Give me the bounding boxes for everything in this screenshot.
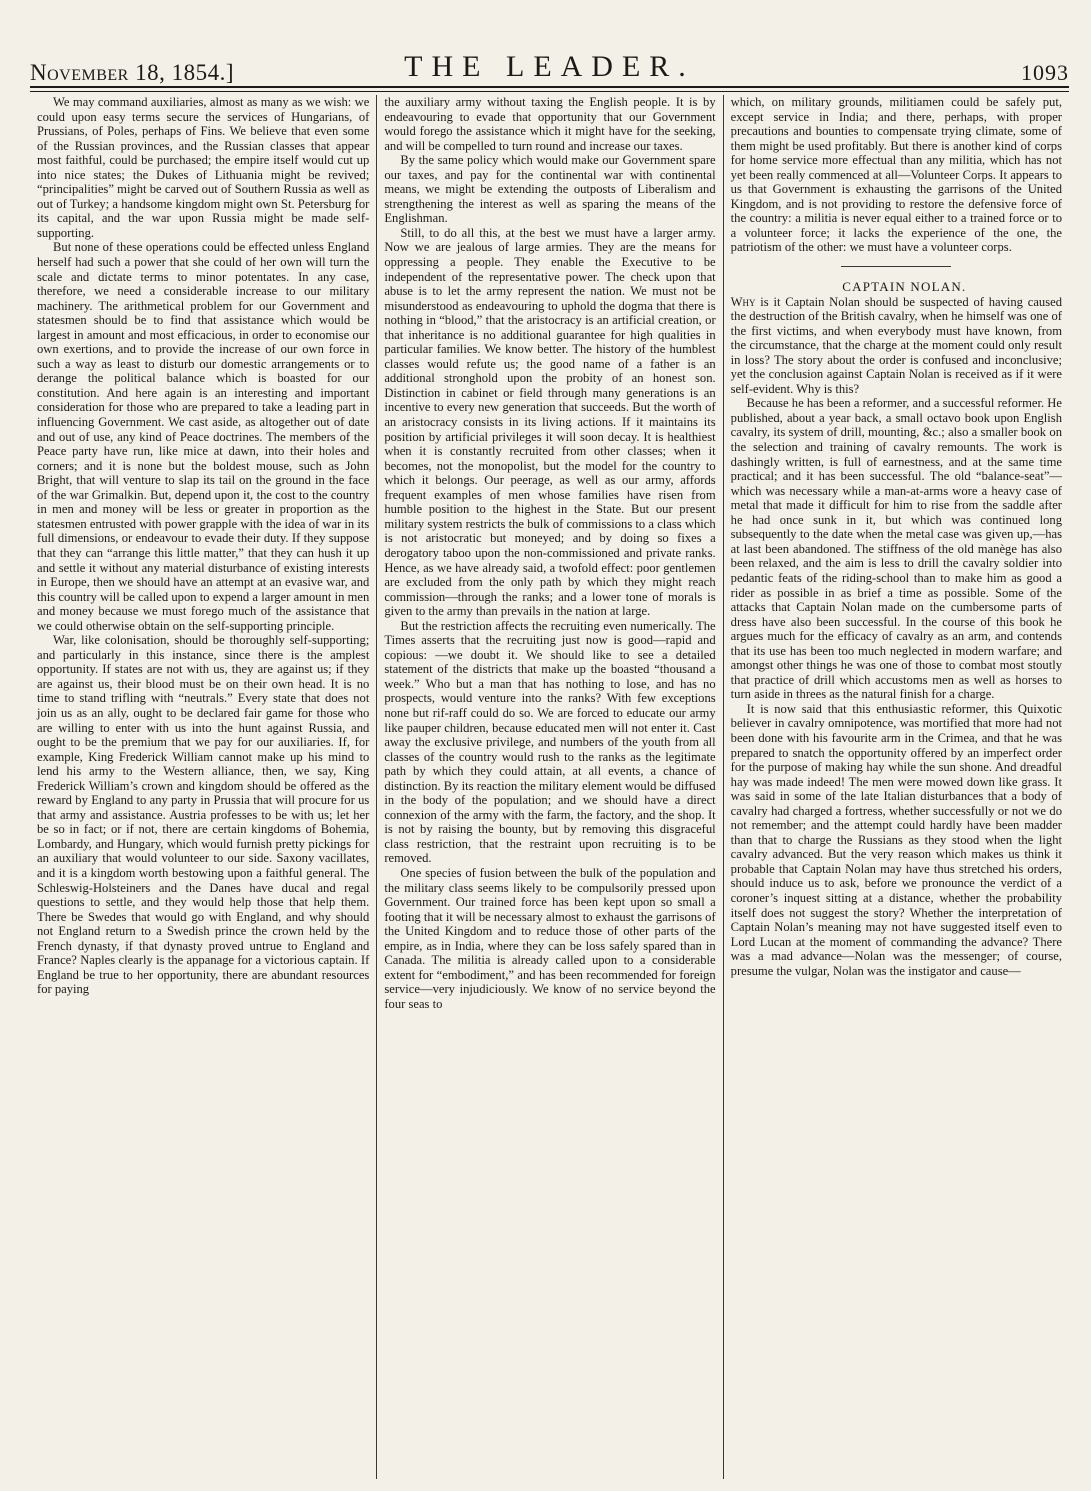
masthead-rule-thin [30, 91, 1069, 92]
masthead-rule [30, 86, 1069, 88]
article-heading: CAPTAIN NOLAN. [842, 279, 967, 295]
page-number: 1093 [1021, 60, 1069, 85]
newspaper-title: THE LEADER. [404, 50, 695, 83]
paragraph: One species of fusion between the bulk of the population and the military class seems likely to be compulsorily pressed upon Government. Our trained force has been kept upon so small a footing that it will be necessary almost to exhaust the garrisons of the United Kingdom and to reduce those of other parts of the empire, as in India, where they can be loss safely spared than in Canada. The militia is already called upon to a considerable extent for “embodiment,” and has been recommended for foreign service—very injudiciously. We know of no service beyond the four seas to [384, 865, 716, 1011]
text-columns [30, 95, 1069, 1479]
paragraph: War, like colonisation, should be thoroughly self-supporting; and particularly in this instance, since there is the amplest opportunity. If states are not with us, they are against us; if they are against us, their blood must be on their own head. It is no time to stand trifling with “neutrals.” Every state that does not join us as an ally, ought to be declared fair game for those who are willing to enter with us into the hunt against Russia, and ought to be the premium that we pay for our auxiliaries. If, for example, King Frederick William cannot make up his mind to lend his army to the Western alliance, then, we say, King Frederick William’s crown and kingdom should be offered as the reward by England to any party in Prussia that will procure for us that army and assistance. Austria professes to be with us; let her be so in fact; or if not, there are certain kingdoms of Bohemia, Lombardy, and Hungary, which would furnish pretty pickings for an auxiliary that would volunteer to our side. Saxony vacillates, and it is a kingdom worth bestowing upon a faithful general. The Schleswig-Holsteiners and the Danes have ducal and regal questions to settle, and they would help those that help them. There be Swedes that would go with England, and why should not England return to a Swedish prince the crown held by the French dynasty, if that dynasty proved untrue to England and France? Naples clearly is the appanage for a victorious captain. If England be true to her opportunity, there are abundant resources for paying [37, 633, 370, 997]
paragraph: But none of these operations could be effected unless England herself had such a power that she could of her own will turn the scale and dictate terms to minor potentates. In any case, therefore, we need a considerable increase to our military machinery. The arithmetical problem for our Government and statesmen should be to find that assistance which would be largest in amount and most efficacious, in order to economise our own exertions, and to provide the increase of our own force in such a way as least to disturb our domestic arrangements or to derange the political balance which is boasted for our constitution. And here again is an interesting and important consideration for those who are prepared to take a leading part in influencing Government. We cast aside, as altogether out of date and out of use, any kind of Peace doctrines. The members of the Peace party have run, like mice at dawn, into their holes and corners; and it is none but the boldest mouse, such as John Bright, that will venture to slap its tail on the ground in the face of the war Grimalkin. But, depend upon it, the cost to the country in men and money will be less or greater in proportion as the statesmen entrusted with power grapple with the idea of war in its full dimensions, or endeavour to evade their duty. If they suppose that they can “arrange this little matter,” that they can hush it up and settle it without any material disturbance of existing interests in Europe, then we should have an attempt at an evasive war, and this country will be called upon to expend a larger amount in men and money because we must forego much of the assistance that we could otherwise obtain on the self-supporting principle. [37, 240, 370, 633]
column-3 [723, 95, 1069, 1479]
paragraph: It is now said that this enthusiastic reformer, this Quixotic believer in cavalry omnipotence, was mortified that more had not been done with his favourite arm in the Crimea, and that he was prepared to snatch the opportunity offered by an imperfect order for the purpose of making hay while the sun shone. And dreadful hay was made indeed! The men were mowed down like grass. It was said in some of the late Italian disturbances that a body of cavalry had charged a fortress, whether successfully or not we do not remember; and the attempt could hardly have been madder than that to charge the Russians as they stood when the light cavalry advanced. But the very reason which makes us think it probable that Captain Nolan may have thus stretched his orders, should induce us to ask, before we pronounce the verdict of a coroner’s inquest sitting at a distance, whether the probability itself does not suggest the story? Whether the interpretation of Captain Nolan’s meaning may not have suggested itself even to Lord Lucan at the moment of commanding the advance? There was a mad advance—Nolan was the messenger; of course, presume the vulgar, Nolan was the instigator and cause— [730, 701, 1062, 978]
section-divider [841, 266, 951, 267]
masthead [30, 42, 1069, 86]
paragraph: which, on military grounds, militiamen could be safely put, except service in India; and there, perhaps, with proper precautions and bounties to compensate trying climate, some of them might be used profitably. But there is another kind of corps for home service more effectual than any militia, which has not yet been really commenced at all—Volunteer Corps. It appears to us that Government is exhausting the garrisons of the United Kingdom, and is not providing to restore the defensive force of the country: a militia is never equal either to a trained force or to a volunteer force; it lacks the experience of the one, the patriotism of the other: we must have a volunteer corps. [730, 95, 1062, 255]
paragraph: the auxiliary army without taxing the English people. It is by endeavouring to evade that opportunity that our Government would forego the assistance which it might have for the seeking, and will be compelled to turn round and increase our taxes. [384, 95, 716, 153]
paragraph: We may command auxiliaries, almost as many as we wish: we could upon easy terms secure the services of Hungarians, of Prussians, of Poles, perhaps of Fins. We believe that even some of the Russian provinces, and the Russian classes that appear most faithful, could be purchased; the empire itself would cut up into nice states; the Dukes of Lithuania might be revived; “principalities” might be carved out of Southern Russia as well as out of Turkey; a handsome kingdom might own St. Petersburg for its capital, and the war upon Russia might be made self-supporting. [37, 95, 370, 240]
lead-text: is it Captain Nolan should be suspected of having caused the destruction of the British cavalry, when he himself was one of the first victims, and when everybody must have known, from the circumstance, that the charge at the moment could only result in loss? The story about the order is confused and inconclusive; yet the conclusion against Captain Nolan is received as if it were self-evident. Why is this? [730, 294, 1062, 396]
column-2 [376, 95, 722, 1479]
paragraph: Because he has been a reformer, and a successful reformer. He published, about a year back, a small octavo book upon English cavalry, its system of drill, mounting, &c.; also a smaller book on the selection and training of cavalry remounts. The work is dashingly written, is full of earnestness, and at the same time practical; and it has been successful. The old “balance-seat”—which was necessary while a man-at-arms wore a heavy case of metal that made it difficult for him to rise from the saddle after he had once sunk in it, but which was continued long subsequently to the date when the metal case was given up,—has at last been abandoned. The stiffness of the old manège has also been relaxed, and the aim is less to drill the cavalry soldier into pedantic feats of the riding-school than to make him as good a rider as possible in as brief a time as possible. Some of the attacks that Captain Nolan made on the cumbersome parts of dress have also been successful. In the course of this book he argues much for the efficacy of cavalry as an arm, and contends that its use has been too much neglected in modern warfare; and amongst other things he was one of those to combat most stoutly that practice of drill which accustoms men as well as horses to turn aside in threes as the natural finish for a charge. [730, 396, 1062, 702]
lead-word: Why [730, 294, 756, 309]
issue-date: November 18, 1854.] [30, 60, 234, 85]
paragraph: But the restriction affects the recruiting even numerically. The Times asserts that the recruiting just now is good—rapid and copious: —we doubt it. We should like to see a detailed statement of the districts that make up the boasted “thousand a week.” Who but a man that has nothing to lose, and has no prospects, would venture into the ranks? With few exceptions none but rif-raff could do so. We are forced to educate our army like pauper children, because educated men will not enter it. Cast away the exclusive privilege, and numbers of the youth from all classes of the country would rush to the ranks as the legitimate path by which they could attain, at all events, a chance of distinction. By its reaction the military element would be diffused in the body of the population; and we should have a direct connexion of the army with the farm, the factory, and the shop. It is not by raising the bounty, but by removing this disgraceful class restriction, that the restraint upon recruiting is to be removed. [384, 618, 716, 866]
paragraph: By the same policy which would make our Government spare our taxes, and pay for the continental war with continental means, we might be extending the outposts of Liberalism and strengthening the interest as well as sparing the means of the Englishman. [384, 153, 716, 226]
column-1 [30, 95, 376, 1479]
article-lead-paragraph [731, 295, 1062, 397]
paragraph: Still, to do all this, at the best we must have a larger army. Now we are jealous of large armies. They are the means for oppressing a people. They enable the Executive to be independent of the representative power. The check upon that abuse is to let the army represent the nation. We must not be misunderstood as endeavouring to uphold the dogma that there is nothing in “blood,” that the aristocracy is an artificial creation, or that inheritance is no additional guarantee for high qualities in particular families. We know better. The history of the humblest classes would refute us; the good name of a father is an additional stronghold upon the probity of an honest son. Distinction in cabinet or field through many generations is an incentive to every new generation that succeeds. But the worth of an aristocracy consists in its living actions. If it maintains its position by artificial privileges it will soon decay. It is healthiest when it is constantly recruited from other classes; when it becomes, not the monopolist, but the model for the country to which it belongs. Our peerage, as well as our army, affords frequent examples of men whose families have risen from humble position to the highest in the State. But our present military system restricts the bulk of commissions to a class which is not aristocratic but moneyed; and by doing so fixes a derogatory taboo upon the non-commissioned and private ranks. Hence, as we have already said, a twofold effect: poor gentlemen are excluded from the only path by which they might reach commission—through the ranks; and a lower tone of morals is given to the army than prevails in the nation at large. [384, 225, 716, 619]
